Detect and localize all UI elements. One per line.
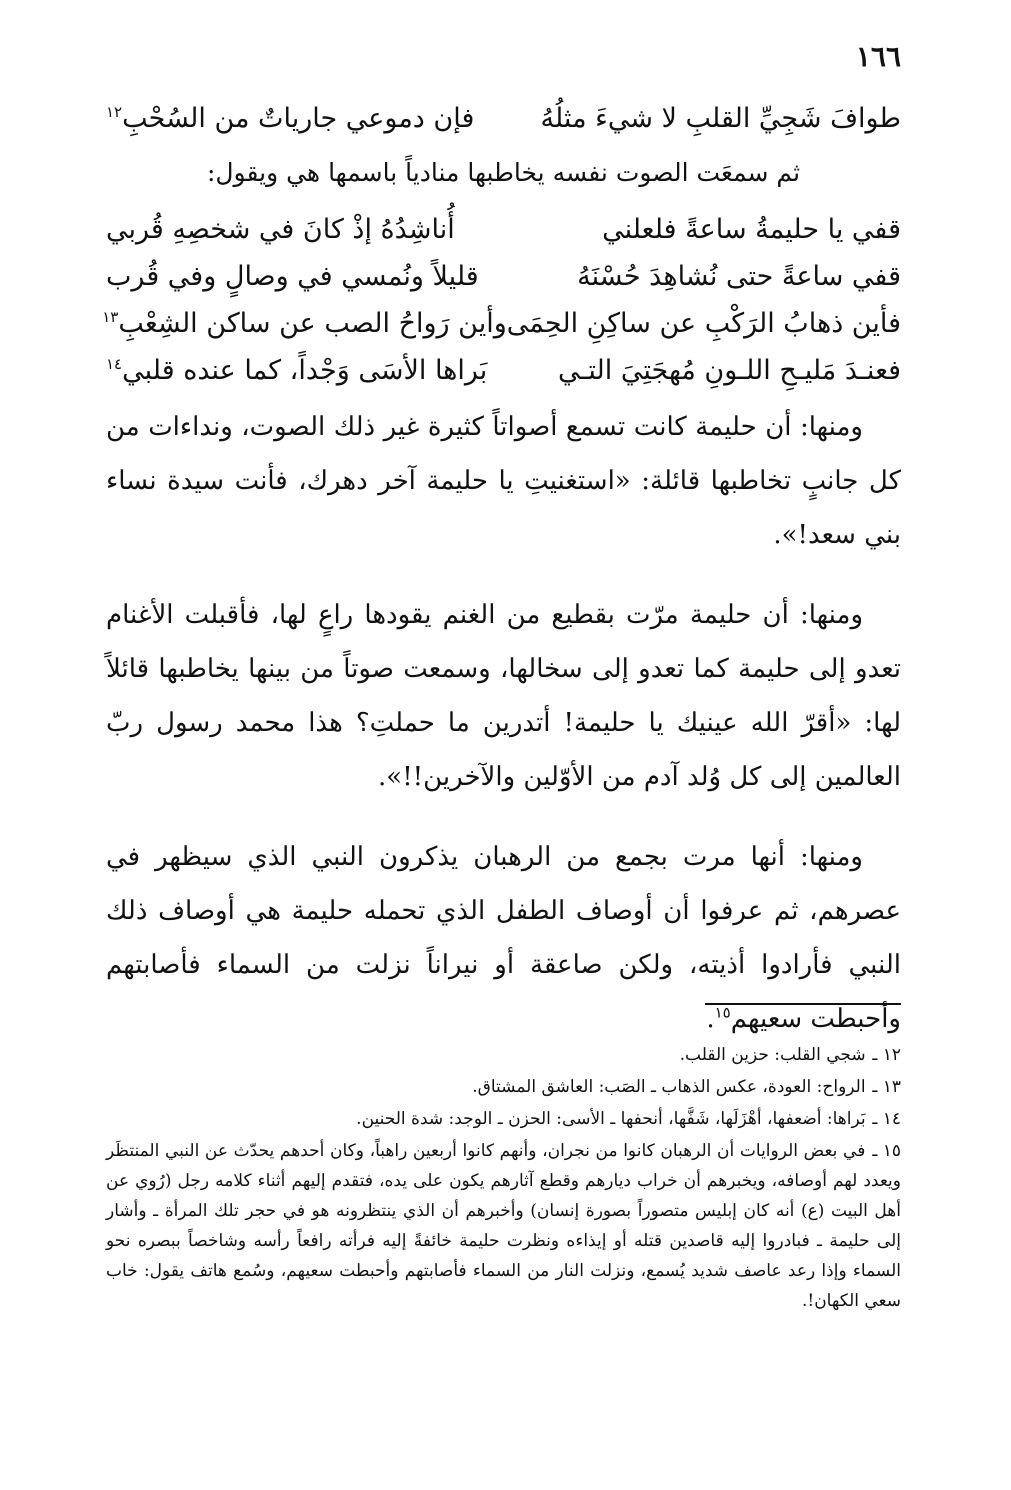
footnote [106, 1040, 901, 1070]
poem-verse [106, 347, 901, 394]
footnote-ref: ١٣ [102, 308, 119, 326]
footnote-ref: ١٥ [714, 1003, 731, 1022]
verse-first-hemistich: طوافَ شَجِيِّ القلبِ لا شيءَ مثلُهُ [540, 103, 901, 134]
paragraph [106, 588, 901, 804]
paragraph [106, 830, 901, 1046]
footnote-ref: ١٢ [106, 103, 123, 121]
footnote-number: ١٤ ـ [872, 1109, 901, 1129]
paragraph-tail: . [706, 1004, 715, 1034]
footnote-number: ١٣ ـ [872, 1077, 901, 1097]
poem-second-text: وأين رَواحُ الصب عن ساكن الشِعْبِ [118, 308, 507, 339]
footnote-text: بَراها: أضعفها، أهْزَلَها، شَفَّها، أنحفها ـ الأسى: الحزن ـ الوجد: شدة الحنين. [356, 1109, 866, 1129]
poem-second-text: بَراها الأسَى وَجْداً، كما عنده قلبي [122, 355, 488, 386]
verse-line-top [106, 92, 901, 146]
footnote-text: شجي القلب: حزين القلب. [679, 1045, 866, 1065]
poem-verse [106, 253, 901, 300]
footnotes [106, 1040, 901, 1318]
poem-first-hemistich: قفي يا حليمةُ ساعةً فلعلني [602, 214, 901, 245]
paragraph-text: ومنها: أن حليمة مرّت بقطيع من الغنم يقودها راعٍ لها، فأقبلت الأغنام تعدو إلى حليمة كما تعدو إلى سخالها، وسمعت صوتاً من بينها يخاطبها قائلاً لها: «أقرّ الله عينيك يا حليمة! أتدرين ما حملتِ؟ هذا محمد رسول ربّ العالمين إلى كل وُلد آدم من الأوّلين والآخرين!!». [106, 600, 901, 792]
paragraph-text: ومنها: أن حليمة كانت تسمع أصواتاً كثيرة غير ذلك الصوت، ونداءات من كل جانبٍ تخاطبها قائلة: «استغنيتِ يا حليمة آخر دهرك، فأنت سيدة نساء بني سعد!». [106, 412, 901, 550]
poem-first-hemistich: قفي ساعةً حتى نُشاهِدَ حُسْنَهُ [577, 261, 901, 292]
footnote [106, 1072, 901, 1102]
footnote [106, 1136, 901, 1316]
poem-second-hemistich: قليلاً ونُمسي في وصالٍ وفي قُرب [106, 261, 479, 292]
footnote [106, 1104, 901, 1134]
page-number: ١٦٦ [855, 40, 901, 73]
footnote-text: الرواح: العودة، عكس الذهاب ـ الصَب: العاشق المشتاق. [472, 1077, 866, 1097]
poem-verse [106, 206, 901, 253]
footnote-ref: ١٤ [106, 355, 123, 373]
footnote-number: ١٢ ـ [872, 1045, 901, 1065]
poem-second-hemistich [102, 300, 507, 347]
paragraph-text: ومنها: أنها مرت بجمع من الرهبان يذكرون النبي الذي سيظهر في عصرهم، ثم عرفوا أن أوصاف الطفل الذي تحمله حليمة هي أوصاف ذلك النبي فأرادوا أذيته، ولكن صاعقة أو نيراناً نزلت من السماء فأصابتهم وأحبطت سعيهم [106, 842, 901, 1034]
verse-second-hemistich [106, 92, 474, 146]
main-text [102, 92, 901, 1072]
footnote-number: ١٥ ـ [872, 1141, 901, 1161]
paragraph [106, 400, 901, 562]
poem-verse [102, 300, 901, 347]
intro-line: ثم سمعَت الصوت نفسه يخاطبها منادياً باسمها هي ويقول: [206, 158, 801, 187]
poem-second-hemistich [106, 347, 487, 394]
poem-second-hemistich: أُناشِدُهُ إذْ كانَ في شخصِهِ قُربي [106, 214, 455, 245]
footnote-text: في بعض الروايات أن الرهبان كانوا من نجران، وأنهم كانوا أربعين راهباً، وكان أحدهم يحدّث عن النبي المنتظَر ويعدد لهم أوصافه، ويخبرهم أن خراب ديارهم وقطع آثارهم يكون على يده، فتقدم إليهم أثناء كلامه رجل (رُوي عن أهل البيت (ع) أنه كان إبليس متصوراً بصورة إنسان) وأخبرهم أن الذي ينتظرونه هو في حجر تلك المرأة ـ وأشار إلى حليمة ـ فبادروا إليه قاصدين قتله أو إيذاءه ونظرت حليمة خائفةً إليه فرأته رافعاً رأسه وشاخصاً ببصره نحو السماء وإذا رعد عاصف شديد يُسمع، ونزلت النار من السماء فأصابتهم وأحبطت سعيهم، وسُمع هاتف يقول: خاب سعي الكهان!. [106, 1141, 901, 1311]
poem-first-hemistich: فأين ذهابُ الرَكْبِ عن ساكِنِ الحِمَى [506, 308, 901, 339]
footnote-separator [705, 1003, 901, 1005]
verse-second-text: فإن دموعي جارياتٌ من السُحْبِ [122, 103, 475, 134]
poem [102, 206, 901, 394]
poem-first-hemistich: فعنـدَ مَليـحِ اللـونِ مُهجَتِيَ التـي [557, 355, 901, 386]
